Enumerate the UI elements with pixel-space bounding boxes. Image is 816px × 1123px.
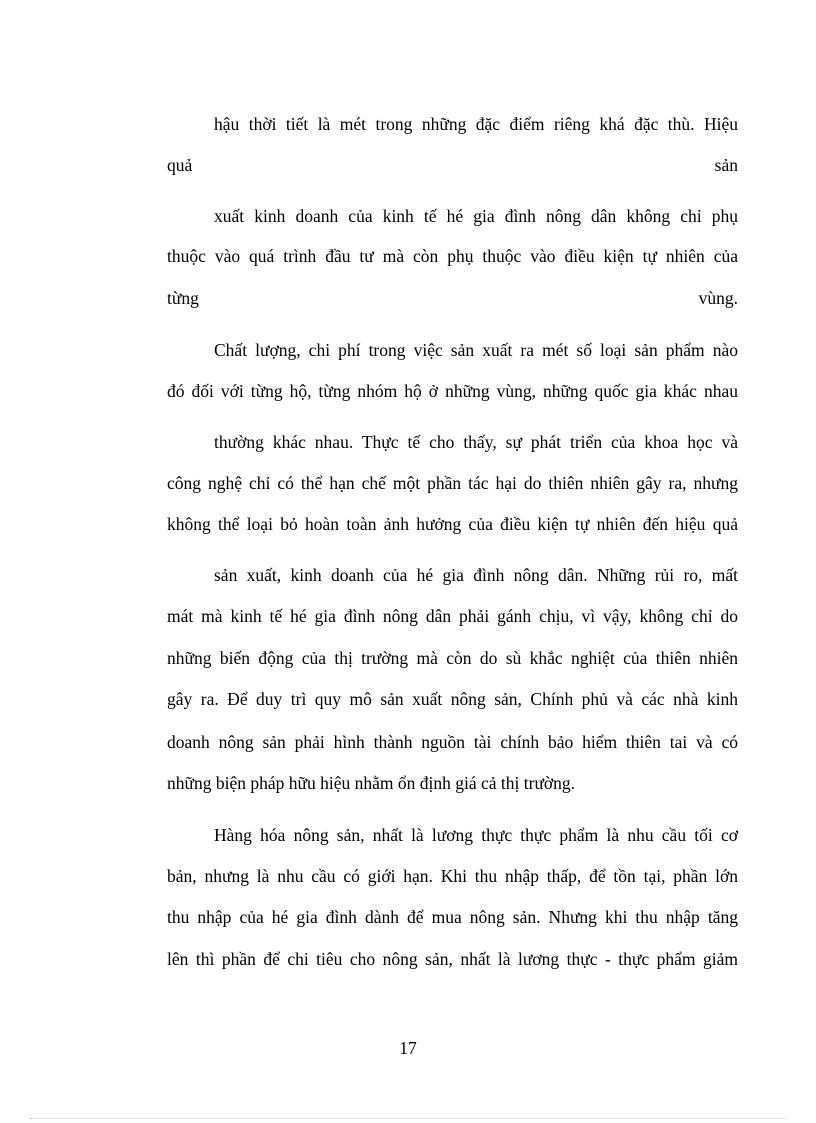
paragraph-line: sản xuất, kinh doanh của hé gia đình nông dân. Những rủi ro, mất — [214, 565, 738, 585]
line-word: quả — [167, 155, 193, 175]
paragraph-line: đó đối với từng hộ, từng nhóm hộ ở những vùng, những quốc gia khác nhau — [167, 381, 738, 401]
paragraph-line: Hàng hóa nông sản, nhất là lương thực thực phẩm là nhu cầu tối cơ — [214, 825, 738, 845]
paragraph-line: bản, nhưng là nhu cầu có giới hạn. Khi thu nhập thấp, để tồn tại, phần lớn — [167, 866, 738, 886]
paragraph-line: thu nhập của hé gia đình dành để mua nông sản. Nhưng khi thu nhập tăng — [167, 907, 738, 927]
paragraph-line — [167, 154, 738, 176]
paragraph-line: không thể loại bỏ hoàn toàn ảnh hưởng của điều kiện tự nhiên đến hiệu quả — [167, 514, 738, 534]
paragraph-line: doanh nông sản phải hình thành nguồn tài chính bảo hiểm thiên tai và có — [167, 732, 738, 752]
paragraph-line — [167, 287, 738, 309]
paragraph-line: Chất lượng, chi phí trong việc sản xuất ra mét số loại sản phẩm nào — [214, 340, 738, 360]
paragraph-line: lên thì phần để chi tiêu cho nông sản, nhất là lương thực - thực phẩm giảm — [167, 949, 738, 969]
page-bottom-divider — [30, 1118, 786, 1119]
paragraph-line: xuất kinh doanh của kinh tế hé gia đình nông dân không chỉ phụ — [214, 206, 738, 226]
paragraph-line: hậu thời tiết là mét trong những đặc điểm riêng khá đặc thù. Hiệu — [214, 114, 738, 134]
page-number: 17 — [399, 1038, 417, 1058]
line-word: sản — [714, 155, 738, 175]
paragraph-line: gây ra. Để duy trì quy mô sản xuất nông sản, Chính phủ và các nhà kinh — [167, 689, 738, 709]
line-word: từng — [167, 288, 199, 308]
paragraph-line: thường khác nhau. Thực tế cho thấy, sự phát triển của khoa học và — [214, 432, 738, 452]
paragraph-line: mát mà kinh tế hé gia đình nông dân phải gánh chịu, vì vậy, không chỉ do — [167, 606, 738, 626]
paragraph-line: thuộc vào quá trình đầu tư mà còn phụ thuộc vào điều kiện tự nhiên của — [167, 246, 738, 266]
paragraph-line: công nghệ chỉ có thể hạn chế một phần tác hại do thiên nhiên gây ra, nhưng — [167, 473, 738, 493]
paragraph-line: những biến động của thị trường mà còn do sù khắc nghiệt của thiên nhiên — [167, 648, 738, 668]
paragraph-line: những biện pháp hữu hiệu nhằm ổn định giá cả thị trường. — [167, 773, 576, 793]
line-word: vùng. — [698, 288, 738, 308]
